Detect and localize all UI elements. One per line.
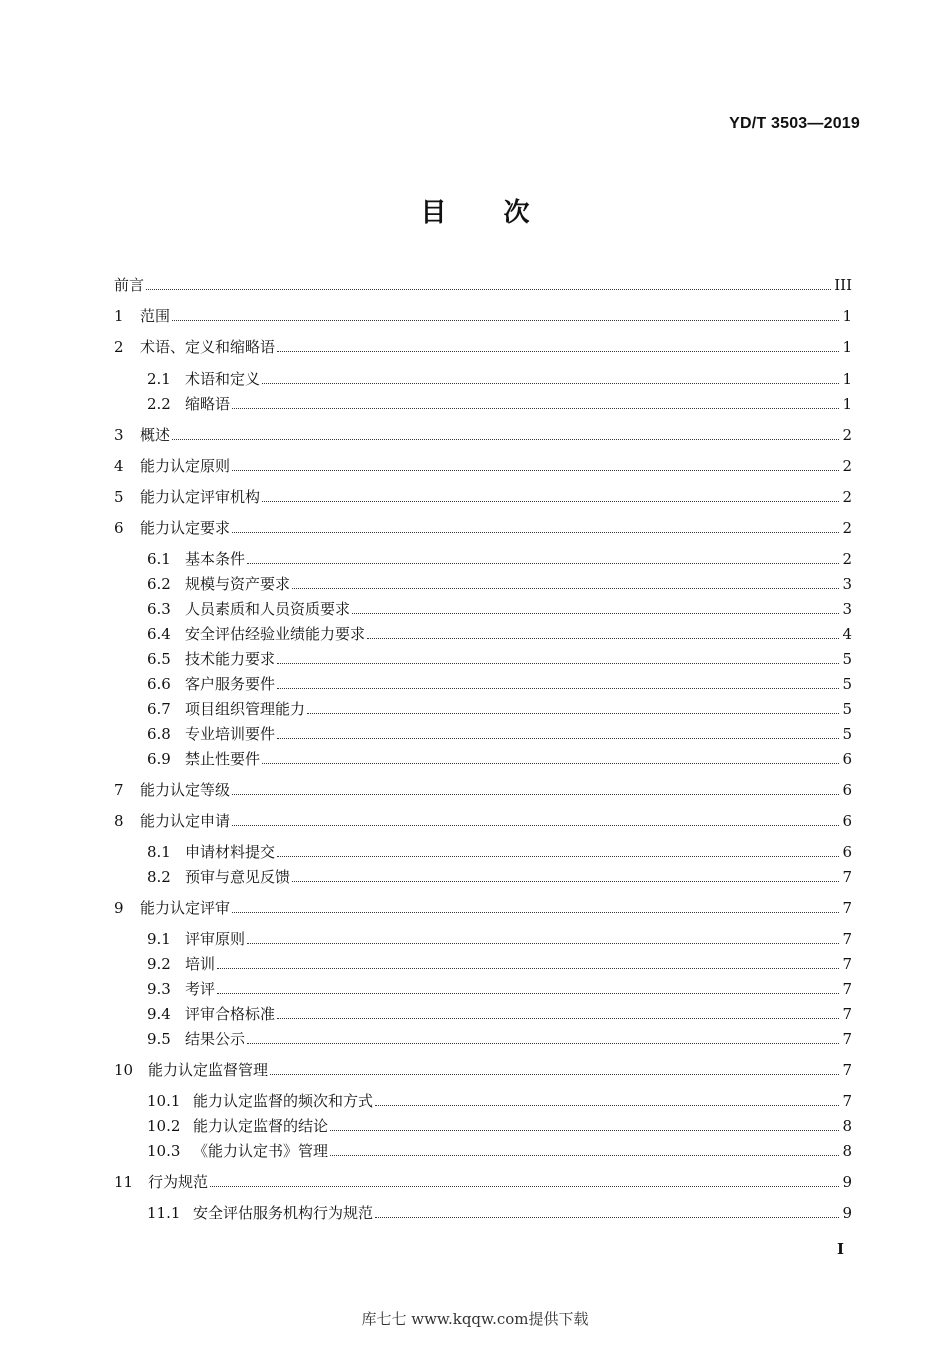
toc-entry-page: 7 [842,930,852,948]
toc-entry[interactable] [114,646,852,668]
toc-dot-leader [232,824,839,826]
toc-entry[interactable] [114,546,852,568]
toc-entry-label: 安全评估服务机构行为规范 [193,1204,374,1222]
toc-entry-number: 2 [114,338,124,356]
toc-entry[interactable] [114,777,852,799]
toc-entry-page: 2 [842,488,852,506]
toc-dot-leader [232,407,839,409]
toc-entry-label: 禁止性要件 [185,750,261,768]
toc-entry-number: 6.4 [147,625,171,643]
toc-entry-page: 7 [842,1005,852,1023]
toc-entry-page: 9 [842,1173,852,1191]
toc-entry-label: 安全评估经验业绩能力要求 [185,625,366,643]
toc-entry[interactable] [114,1001,852,1023]
toc-entry[interactable] [114,976,852,998]
toc-dot-leader [217,967,839,969]
toc-entry-number: 9.4 [147,1005,171,1023]
toc-entry-number: 1 [114,307,124,325]
toc-entry-number: 8.1 [147,843,171,861]
toc-entry[interactable] [114,571,852,593]
toc-entry-page: 2 [842,519,852,537]
toc-entry-number: 11.1 [147,1204,181,1222]
toc-entry-page: 6 [842,843,852,861]
toc-entry-page: 8 [842,1117,852,1135]
toc-dot-leader [330,1129,839,1131]
toc-entry-page: 6 [842,750,852,768]
toc-entry-label: 概述 [140,426,171,444]
toc-entry-number: 6.7 [147,700,171,718]
toc-entry-number: 6.1 [147,550,171,568]
toc-entry[interactable] [114,484,852,506]
toc-entry-page: 2 [842,457,852,475]
toc-entry[interactable] [114,721,852,743]
toc-entry[interactable] [114,272,852,294]
toc-entry[interactable] [114,1113,852,1135]
toc-entry-number: 6.5 [147,650,171,668]
toc-entry-number: 9.1 [147,930,171,948]
toc-entry[interactable] [114,621,852,643]
toc-dot-leader [232,911,839,913]
toc-entry-page: 7 [842,980,852,998]
toc-entry-number: 6 [114,519,124,537]
toc-entry-number: 5 [114,488,124,506]
toc-dot-leader [330,1154,839,1156]
toc-dot-leader [277,687,839,689]
toc-entry[interactable] [114,453,852,475]
toc-entry-label: 技术能力要求 [185,650,276,668]
toc-entry-number: 3 [114,426,124,444]
toc-entry-label: 专业培训要件 [185,725,276,743]
toc-entry-number: 10.3 [147,1142,181,1160]
toc-entry[interactable] [114,1138,852,1160]
toc-entry-label: 能力认定等级 [140,781,231,799]
toc-entry-page: 4 [842,625,852,643]
toc-entry-number: 8 [114,812,124,830]
toc-dot-leader [375,1216,839,1218]
toc-dot-leader [262,382,839,384]
toc-entry-label: 申请材料提交 [185,843,276,861]
toc-entry-label: 项目组织管理能力 [185,700,306,718]
toc-entry[interactable] [114,596,852,618]
toc-dot-leader [307,712,839,714]
toc-dot-leader [232,793,839,795]
toc-entry[interactable] [114,422,852,444]
toc-entry-label: 预审与意见反馈 [185,868,291,886]
toc-entry-label: 前言 [114,276,145,294]
toc-entry[interactable] [114,864,852,886]
toc-dot-leader [292,880,839,882]
toc-dot-leader [217,992,839,994]
toc-dot-leader [367,637,839,639]
toc-entry-number: 10.2 [147,1117,181,1135]
toc-entry-page: 1 [842,307,852,325]
toc-entry-number: 7 [114,781,124,799]
toc-entry-label: 《能力认定书》管理 [193,1142,329,1160]
toc-entry-page: 1 [842,395,852,413]
toc-entry-number: 2.1 [147,370,171,388]
toc-entry-label: 范围 [140,307,171,325]
toc-entry-label: 结果公示 [185,1030,246,1048]
toc-entry-label: 能力认定申请 [140,812,231,830]
toc-entry[interactable] [114,926,852,948]
toc-entry-page: 7 [842,1061,852,1079]
toc-dot-leader [277,855,839,857]
toc-dot-leader [247,562,839,564]
toc-entry-page: 8 [842,1142,852,1160]
toc-dot-leader [210,1185,839,1187]
document-code: YD/T 3503—2019 [729,115,860,132]
toc-entry-page: 2 [842,550,852,568]
toc-entry[interactable] [114,1169,852,1191]
toc-entry-page: 7 [842,899,852,917]
toc-entry-label: 规模与资产要求 [185,575,291,593]
page-number: I [836,1240,844,1258]
toc-entry-page: 5 [842,675,852,693]
toc-entry-number: 9.2 [147,955,171,973]
toc-entry[interactable] [114,895,852,917]
toc-entry[interactable] [114,1026,852,1048]
toc-entry-page: 6 [842,781,852,799]
toc-entry-label: 培训 [185,955,216,973]
toc-dot-leader [172,438,839,440]
toc-entry[interactable] [114,391,852,413]
toc-dot-leader [247,1042,839,1044]
toc-dot-leader [262,500,839,502]
toc-entry-page: 1 [842,338,852,356]
toc-entry-page: III [834,276,852,294]
toc-entry-label: 能力认定原则 [140,457,231,475]
toc-entry-number: 10 [114,1061,134,1079]
toc-entry-page: 3 [842,600,852,618]
toc-entry[interactable] [114,808,852,830]
toc-entry-number: 6.9 [147,750,171,768]
toc-entry-number: 6.2 [147,575,171,593]
toc-entry[interactable] [114,515,852,537]
toc-entry[interactable] [114,951,852,973]
toc-entry-label: 评审原则 [185,930,246,948]
toc-entry-number: 9 [114,899,124,917]
toc-entry-label: 能力认定要求 [140,519,231,537]
toc-entry-page: 7 [842,955,852,973]
toc-entry-label: 基本条件 [185,550,246,568]
toc-entry-label: 术语和定义 [185,370,261,388]
toc-entry[interactable] [114,366,852,388]
toc-entry-number: 9.3 [147,980,171,998]
toc-entry-label: 考评 [185,980,216,998]
toc-entry-label: 能力认定监督管理 [148,1061,269,1079]
toc-dot-leader [375,1104,839,1106]
toc-dot-leader [277,737,839,739]
toc-entry[interactable] [114,334,852,356]
toc-entry-label: 能力认定监督的频次和方式 [193,1092,374,1110]
toc-entry-number: 6.3 [147,600,171,618]
toc-entry-number: 4 [114,457,124,475]
toc-entry-label: 行为规范 [148,1173,209,1191]
toc-dot-leader [292,587,839,589]
toc-entry-label: 客户服务要件 [185,675,276,693]
toc-dot-leader [277,350,839,352]
toc-entry-number: 8.2 [147,868,171,886]
toc-dot-leader [232,531,839,533]
toc-entry[interactable] [114,746,852,768]
toc-dot-leader [262,762,839,764]
toc-entry[interactable] [114,1088,852,1110]
toc-entry[interactable] [114,303,852,325]
toc-entry-label: 能力认定评审 [140,899,231,917]
toc-entry[interactable] [114,671,852,693]
toc-entry-page: 5 [842,725,852,743]
toc-entry-number: 10.1 [147,1092,181,1110]
toc-entry-page: 9 [842,1204,852,1222]
toc-entry-label: 术语、定义和缩略语 [140,338,276,356]
toc-entry[interactable] [114,1057,852,1079]
toc-entry-page: 5 [842,650,852,668]
toc-entry-page: 5 [842,700,852,718]
toc-entry-page: 7 [842,1030,852,1048]
toc-entry[interactable] [114,1200,852,1222]
toc-entry-label: 能力认定监督的结论 [193,1117,329,1135]
toc-entry-page: 7 [842,868,852,886]
toc-dot-leader [277,1017,839,1019]
toc-dot-leader [352,612,839,614]
toc-entry-label: 缩略语 [185,395,231,413]
toc-entry-number: 6.8 [147,725,171,743]
toc-entry-number: 9.5 [147,1030,171,1048]
toc-entry-label: 评审合格标准 [185,1005,276,1023]
page-title: 目 次 [420,198,530,228]
toc-entry-label: 能力认定评审机构 [140,488,261,506]
toc-entry-number: 6.6 [147,675,171,693]
toc-entry-number: 2.2 [147,395,171,413]
toc-dot-leader [232,469,839,471]
toc-dot-leader [172,319,839,321]
footer-watermark: 库七七 www.kqqw.com提供下载 [361,1310,589,1328]
toc-entry-page: 1 [842,370,852,388]
toc-dot-leader [247,942,839,944]
toc-entry-page: 7 [842,1092,852,1110]
toc-entry[interactable] [114,839,852,861]
toc-entry-page: 2 [842,426,852,444]
toc-dot-leader [146,288,831,290]
toc-dot-leader [270,1073,839,1075]
toc-dot-leader [277,662,839,664]
toc-entry-label: 人员素质和人员资质要求 [185,600,351,618]
toc-entry[interactable] [114,696,852,718]
toc-entry-page: 3 [842,575,852,593]
toc-entry-number: 11 [114,1173,134,1191]
toc-entry-page: 6 [842,812,852,830]
